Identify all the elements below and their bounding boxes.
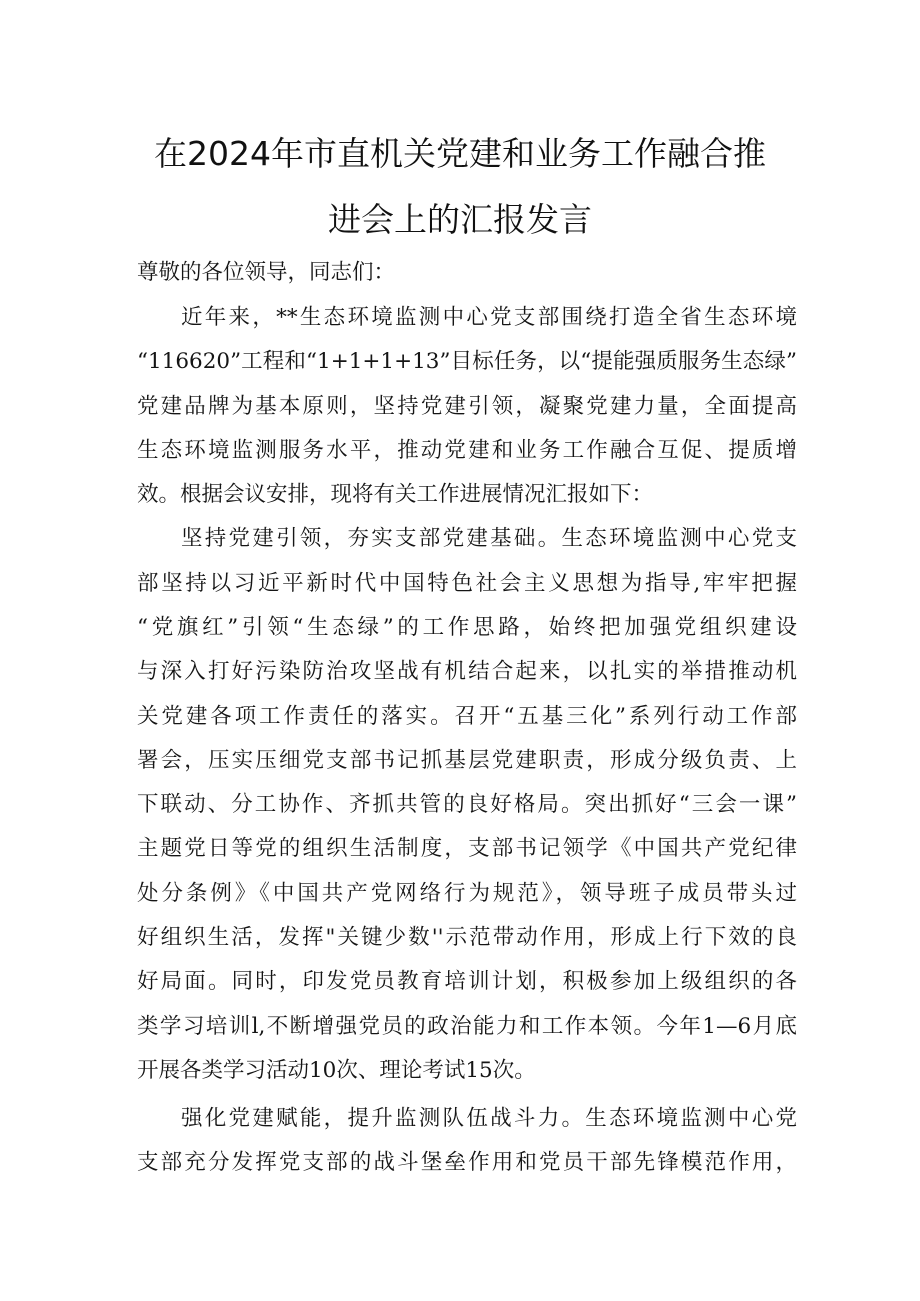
body-line: 下联动、分工协作、齐抓共管的良好格局。突出抓好“三会一课” <box>137 792 797 817</box>
body-line: 好局面。同时，印发党员教育培训计划，积极参加上级组织的各 <box>137 969 797 994</box>
body-line: 部坚持以习近平新时代中国特色社会主义思想为指导,牢牢把握 <box>137 571 797 596</box>
body-line: 生态环境监测服务水平，推动党建和业务工作融合互促、提质增 <box>137 438 797 463</box>
body-line: 近年来，**生态环境监测中心党支部围绕打造全省生态环境 <box>181 305 797 330</box>
body-line: 署会，压实压细党支部书记抓基层党建职责，形成分级负责、上 <box>137 748 797 773</box>
body-line: 坚持党建引领，夯实支部党建基础。生态环境监测中心党支 <box>181 526 797 551</box>
document-title-line-1: 在2024年市直机关党建和业务工作融合推 <box>154 134 766 173</box>
salutation: 尊敬的各位领导，同志们： <box>137 260 396 285</box>
body-line: 效。根据会议安排，现将有关工作进展情况汇报如下： <box>137 482 654 507</box>
body-line: 类学习培训l,不断增强党员的政治能力和工作本领。今年1—6月底 <box>137 1014 797 1039</box>
body-line: 开展各类学习活动10次、理论考试15次。 <box>137 1058 536 1083</box>
body-line: 与深入打好污染防治攻坚战有机结合起来，以扎实的举措推动机 <box>137 659 797 684</box>
body-line: 支部充分发挥党支部的战斗堡垒作用和党员干部先锋模范作用， <box>137 1150 797 1175</box>
body-line: “116620”工程和“1+1+1+13”目标任务，以“提能强质服务生态绿” <box>137 349 797 374</box>
body-line: 党建品牌为基本原则，坚持党建引领，凝聚党建力量，全面提高 <box>137 394 797 419</box>
body-line: 关党建各项工作责任的落实。召开“五基三化”系列行动工作部 <box>137 704 797 729</box>
body-line: 强化党建赋能，提升监测队伍战斗力。生态环境监测中心党 <box>181 1106 797 1131</box>
body-line: “党旗红”引领“生态绿”的工作思路，始终把加强党组织建设 <box>137 615 797 640</box>
document-title-line-2: 进会上的汇报发言 <box>328 200 592 239</box>
body-line: 处分条例》《中国共产党网络行为规范》，领导班子成员带头过 <box>137 881 797 906</box>
body-line: 主题党日等党的组织生活制度，支部书记领学《中国共产党纪律 <box>137 836 797 861</box>
body-line: 好组织生活，发挥"关键少数''示范带动作用，形成上行下效的良 <box>137 925 797 950</box>
